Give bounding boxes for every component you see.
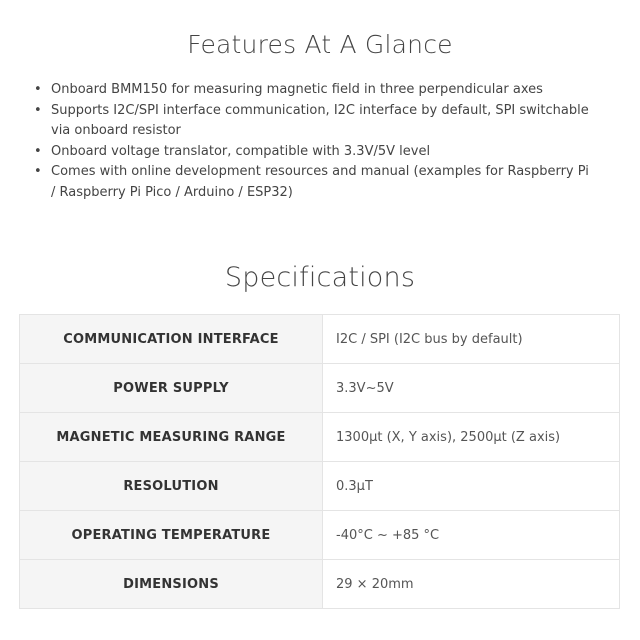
- feature-item: [32, 162, 592, 203]
- features-list: [32, 80, 592, 203]
- bullet-icon: •: [34, 102, 42, 118]
- spec-value: -40°C ~ +85 °C: [323, 511, 620, 560]
- spec-row: [20, 413, 620, 462]
- spec-row: [20, 511, 620, 560]
- spec-row: [20, 462, 620, 511]
- bullet-icon: •: [34, 164, 42, 179]
- bullet-icon: •: [34, 82, 42, 97]
- feature-item: [32, 142, 592, 163]
- feature-item: [32, 80, 592, 101]
- spec-row: [20, 560, 620, 609]
- feature-text: Onboard voltage translator, compatible with 3.3V/5V level: [51, 143, 431, 159]
- specifications-table: [19, 314, 620, 609]
- spec-name: COMMUNICATION INTERFACE: [20, 315, 323, 364]
- bullet-icon: •: [34, 143, 42, 159]
- spec-value: 0.3μT: [323, 462, 620, 511]
- spec-name: MAGNETIC MEASURING RANGE: [20, 413, 323, 462]
- feature-text: Onboard BMM150 for measuring magnetic field in three perpendicular axes: [51, 82, 543, 97]
- spec-name: DIMENSIONS: [20, 560, 323, 609]
- spec-value: 29 × 20mm: [323, 560, 620, 609]
- feature-item: [32, 101, 592, 142]
- spec-row: [20, 315, 620, 364]
- specifications-title: Specifications: [224, 262, 416, 293]
- features-title: Features At A Glance: [187, 30, 453, 59]
- feature-text: Comes with online development resources and manual (examples for Raspberry Pi / Raspberry Pi Pico / Arduino / ESP32): [51, 164, 589, 200]
- spec-row: [20, 364, 620, 413]
- spec-value: 1300μt (X, Y axis), 2500μt (Z axis): [323, 413, 620, 462]
- spec-name: POWER SUPPLY: [20, 364, 323, 413]
- spec-name: RESOLUTION: [20, 462, 323, 511]
- spec-value: I2C / SPI (I2C bus by default): [323, 315, 620, 364]
- spec-name: OPERATING TEMPERATURE: [20, 511, 323, 560]
- feature-text: Supports I2C/SPI interface communication, I2C interface by default, SPI switchable via onboard resistor: [51, 102, 589, 138]
- spec-value: 3.3V~5V: [323, 364, 620, 413]
